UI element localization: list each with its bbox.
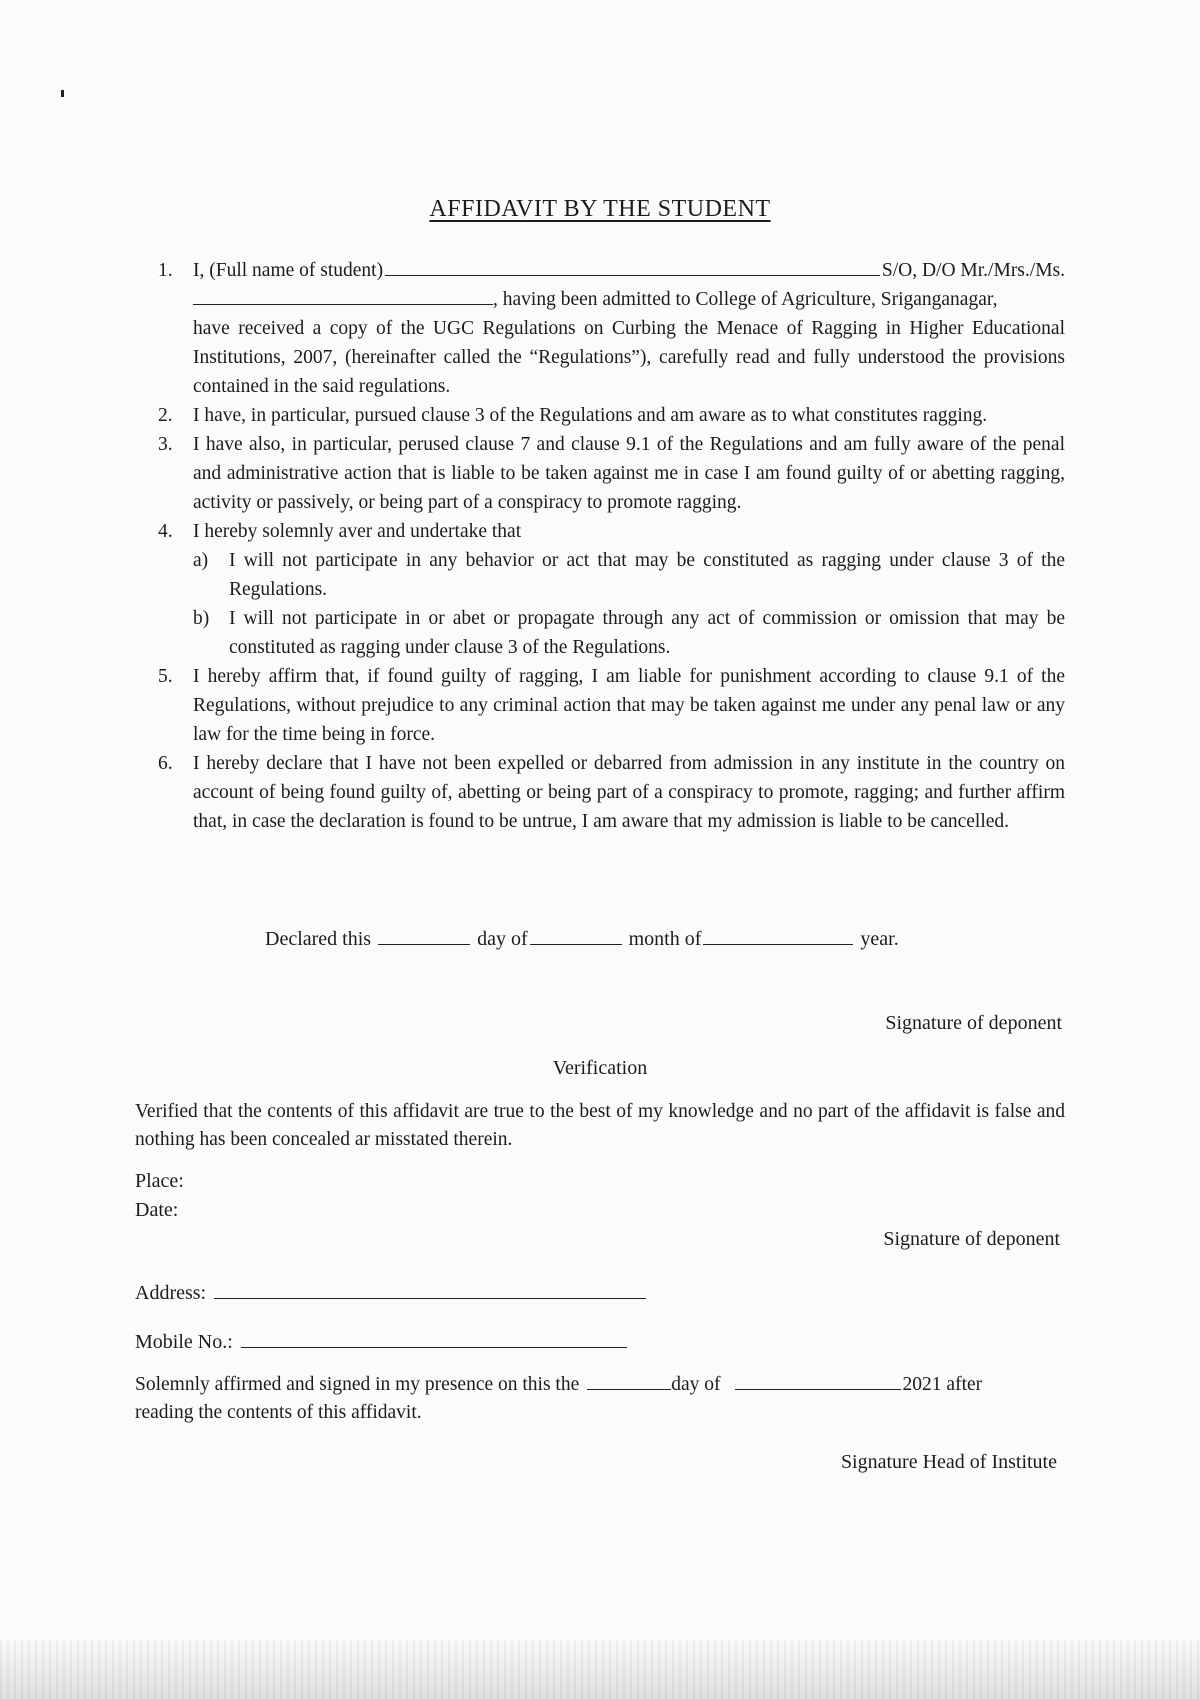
- clause-6-text: I hereby declare that I have not been expelled or debarred from admission in any institute in the country on account of being found guilty of, abetting or being part of a conspiracy to promote, ragging; and further affirm that, in case the declaration is found to be untrue, I am aware that my admission is liable to be cancelled.: [193, 753, 1065, 832]
- full-name-blank[interactable]: [385, 257, 880, 276]
- clause-number: 3.: [158, 434, 173, 455]
- month-of-label: month of: [628, 928, 702, 950]
- clause-number: 1.: [158, 260, 173, 281]
- affidavit-body: [158, 256, 1065, 836]
- mobile-label: Mobile No.:: [135, 1331, 233, 1353]
- title-text: AFFIDAVIT BY THE STUDENT: [429, 196, 771, 222]
- affirm-day-blank[interactable]: [587, 1371, 671, 1390]
- clause-1-line2: [193, 285, 1065, 314]
- clause-4-text: I hereby solemnly aver and undertake that: [193, 521, 522, 542]
- scan-speck: [61, 90, 64, 97]
- clause-6: [158, 749, 1065, 836]
- clause-1: [158, 256, 1065, 401]
- verification-title: Verification: [552, 1057, 648, 1079]
- declared-month-blank[interactable]: [530, 926, 622, 945]
- year-label: year.: [860, 928, 899, 950]
- subclause-b: [193, 604, 1065, 662]
- clause-number: 2.: [158, 405, 173, 426]
- subclause-a: [193, 546, 1065, 604]
- clause-number: 6.: [158, 753, 173, 774]
- address-field: [135, 1280, 646, 1305]
- declared-year-blank[interactable]: [703, 926, 853, 945]
- mobile-field: [135, 1329, 627, 1354]
- full-name-label: I, (Full name of student): [193, 260, 384, 281]
- clause-1-text: have received a copy of the UGC Regulations on Curbing the Menace of Ragging in Higher Educational Institutions, 2007, (hereinafter called the “Regulations”), carefully read and fully understood the provisions contained in the said regulations.: [193, 318, 1065, 397]
- affirm-day-of-label: day of: [671, 1374, 721, 1395]
- affirm-year-text: 2021 after: [902, 1374, 983, 1395]
- day-of-label: day of: [477, 928, 528, 950]
- place-label: Place:: [135, 1170, 184, 1192]
- signature-head-label: Signature Head of Institute: [840, 1451, 1057, 1473]
- mobile-blank[interactable]: [241, 1329, 627, 1348]
- clause-number: 4.: [158, 521, 173, 542]
- page-title: [0, 196, 1200, 223]
- subclause-b-text: I will not participate in or abet or propagate through any act of commission or omission that may be constituted as ragging under clause 3 of the Regulations.: [229, 608, 1065, 658]
- subclause-a-text: I will not participate in any behavior or act that may be constituted as ragging under clause 3 of the Regulations.: [229, 550, 1065, 600]
- clause-number: 5.: [158, 666, 173, 687]
- declared-label: Declared this: [265, 928, 372, 950]
- clause-4: [158, 517, 1065, 662]
- affirmation-line2: reading the contents of this affidavit.: [135, 1402, 422, 1423]
- address-label: Address:: [135, 1282, 207, 1304]
- signature-deponent-label: Signature of deponent: [885, 1012, 1062, 1034]
- admission-text: , having been admitted to College of Agriculture, Sriganganagar,: [493, 289, 998, 310]
- clause-3: [158, 430, 1065, 517]
- clause-2-text: I have, in particular, pursued clause 3 of the Regulations and am aware as to what constitutes ragging.: [193, 405, 988, 426]
- scan-noise: [0, 1639, 1200, 1699]
- clause-3-text: I have also, in particular, perused clause 7 and clause 9.1 of the Regulations and am fully aware of the penal and administrative action that is liable to be taken against me in case I am found guilty of or abetting ragging, activity or passively, or being part of a conspiracy to promote ragging.: [193, 434, 1065, 513]
- affirmation-line1: [135, 1371, 1065, 1399]
- subclause-number: b): [193, 608, 210, 629]
- subclause-number: a): [193, 550, 209, 571]
- parent-label: S/O, D/O Mr./Mrs./Ms.: [881, 260, 1065, 281]
- clause-1-line1: [193, 256, 1065, 285]
- date-label: Date:: [135, 1199, 179, 1221]
- declared-day-blank[interactable]: [378, 926, 470, 945]
- address-blank[interactable]: [214, 1280, 646, 1299]
- affirmation-text: [135, 1371, 1065, 1427]
- verification-signature-label: Signature of deponent: [883, 1228, 1060, 1250]
- clause-5-text: I hereby affirm that, if found guilty of ragging, I am liable for punishment according to clause 9.1 of the Regulations, without prejudice to any criminal action that may be taken against me under any penal law or any law for the time being in force.: [193, 666, 1065, 745]
- verification-text: Verified that the contents of this affidavit are true to the best of my knowledge and no part of the affidavit is false and nothing has been concealed ar misstated therein.: [135, 1101, 1065, 1150]
- clause-5: [158, 662, 1065, 749]
- parent-name-blank[interactable]: [193, 286, 493, 305]
- declaration-line: [265, 926, 899, 951]
- clause-2: [158, 401, 1065, 430]
- affirm-month-blank[interactable]: [735, 1371, 901, 1390]
- affirmation-prefix: Solemnly affirmed and signed in my presence on this the: [135, 1374, 580, 1395]
